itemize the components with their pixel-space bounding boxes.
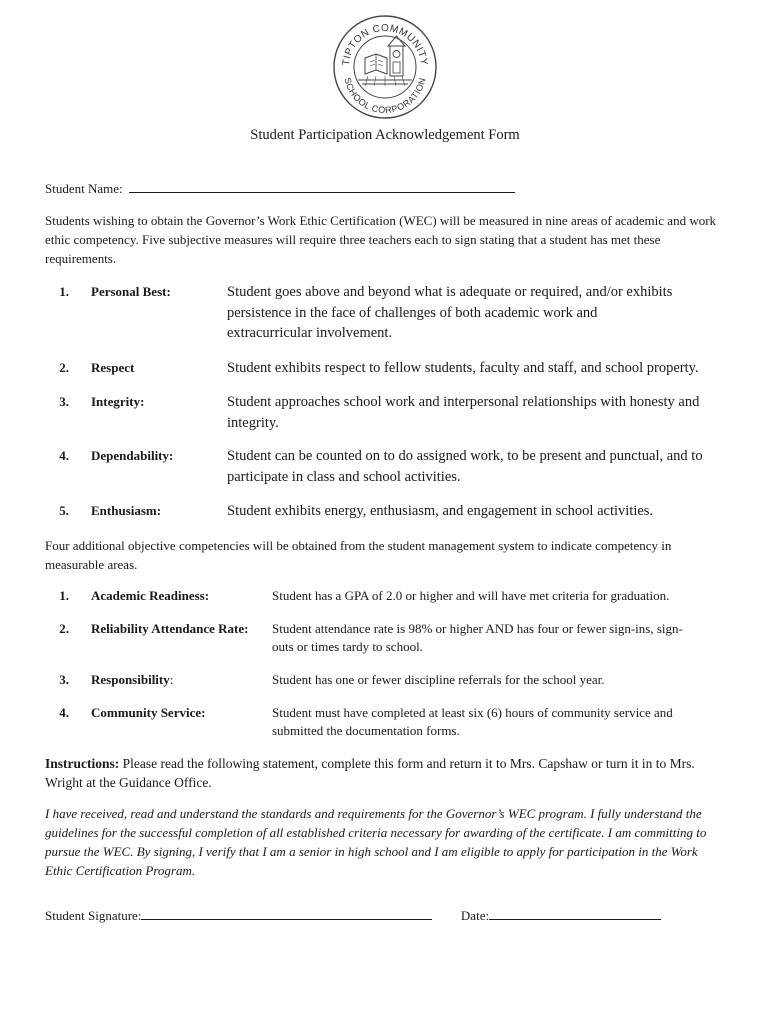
student-name-row	[45, 180, 515, 197]
item-label-suffix: :	[169, 672, 174, 687]
item-description: Student goes above and beyond what is adequate or required, and/or exhibits persistence in the face of challenges of both academic work and extracurricular involvement.	[227, 284, 673, 341]
student-name-label: Student Name:	[45, 181, 123, 196]
item-description: Student must have completed at least six (6) hours of community service and submitted the documentation forms.	[272, 705, 673, 738]
item-label: Academic Readiness:	[91, 588, 210, 603]
item-label	[91, 671, 173, 689]
logo-text-top: TIPTON COMMUNITY	[340, 22, 430, 67]
intro-paragraph: Students wishing to obtain the Governor’s Work Ethic Certification (WEC) will be measured in nine areas of academic and work ethic competency. Five subjective measures will require three teachers each to sign stating that a student has met these requirements.	[45, 213, 717, 266]
svg-text:TIPTON COMMUNITY	[341, 23, 429, 66]
date-label: Date:	[460, 908, 490, 923]
item-description: Student can be counted on to do assigned work, to be present and punctual, and to participate in class and school activities.	[227, 448, 703, 485]
item-label: Enthusiasm:	[91, 503, 162, 518]
date-field[interactable]	[489, 907, 661, 920]
item-description: Student exhibits respect to fellow students, faculty and staff, and school property.	[227, 360, 699, 376]
school-seal-logo	[332, 14, 438, 120]
item-number: 4.	[59, 705, 69, 720]
item-number: 4.	[59, 448, 69, 463]
item-label: Dependability:	[91, 448, 174, 463]
item-description: Student approaches school work and interpersonal relationships with honesty and integrity.	[227, 394, 700, 431]
item-description: Student attendance rate is 98% or higher AND has four or fewer sign-ins, sign-outs or times tardy to school.	[272, 621, 683, 654]
item-description: Student has a GPA of 2.0 or higher and will have met criteria for graduation.	[272, 588, 670, 603]
item-number: 1.	[59, 284, 69, 299]
item-number: 2.	[59, 621, 69, 636]
item-number: 2.	[59, 360, 69, 375]
acknowledgement-statement: I have received, read and understand the standards and requirements for the Governor’s WEC program. I fully understand the guidelines for the successful completion of all established criteria necessary for awarding of the certificate. I am committing to pursue the WEC. By signing, I verify that I am a senior in high school and I am eligible to apply for participation in the Work Ethic Certification Program.	[45, 806, 707, 878]
item-label-text: Responsibility	[91, 672, 170, 687]
objective-intro-paragraph: Four additional objective competencies will be obtained from the student management system to indicate competency in measurable areas.	[45, 538, 672, 572]
item-description: Student has one or fewer discipline referrals for the school year.	[272, 672, 605, 687]
item-label: Personal Best:	[91, 284, 171, 299]
form-title: Student Participation Acknowledgement Form	[250, 127, 520, 143]
signature-row	[45, 907, 661, 924]
signature-label: Student Signature:	[45, 908, 142, 923]
item-number: 5.	[59, 503, 69, 518]
item-number: 1.	[59, 588, 69, 603]
item-label: Integrity:	[91, 394, 145, 409]
instructions-label: Instructions:	[45, 756, 120, 771]
item-number: 3.	[59, 672, 69, 687]
logo-text-bottom: SCHOOL CORPORATION	[342, 76, 428, 116]
item-label: Respect	[91, 360, 135, 375]
item-label: Community Service:	[91, 705, 206, 720]
student-name-field[interactable]	[129, 180, 515, 193]
instructions-text: Please read the following statement, complete this form and return it to Mrs. Capshaw or turn it in to Mrs. Wright at the Guidance Office.	[45, 756, 695, 790]
instructions-paragraph	[45, 754, 725, 792]
signature-field[interactable]	[141, 907, 432, 920]
item-label: Reliability Attendance Rate:	[91, 621, 249, 636]
item-number: 3.	[59, 394, 69, 409]
item-description: Student exhibits energy, enthusiasm, and engagement in school activities.	[227, 503, 654, 519]
